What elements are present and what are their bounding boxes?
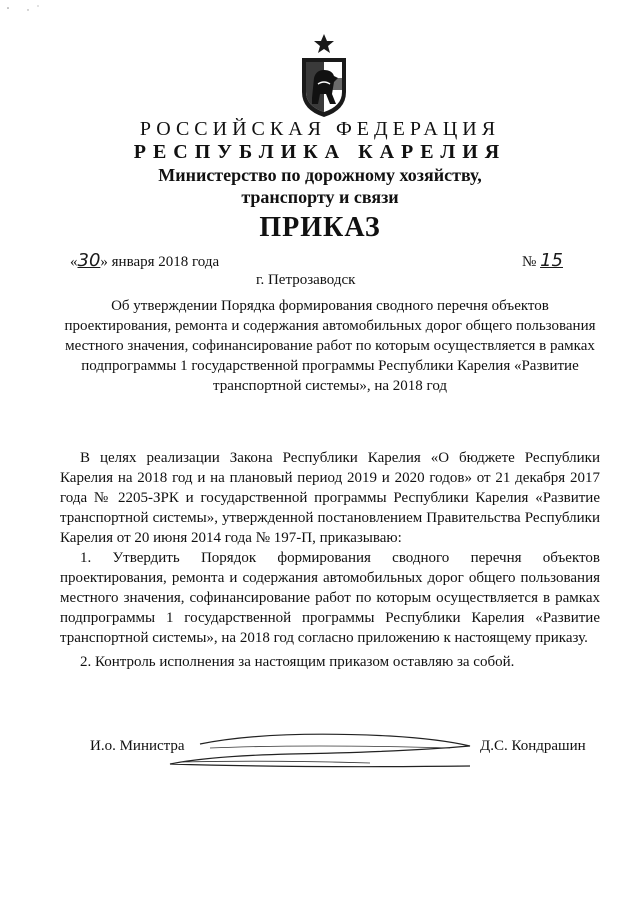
handwritten-signature [150, 726, 480, 776]
document-type: ПРИКАЗ [259, 212, 381, 243]
number-label: № [522, 254, 537, 270]
item-1-paragraph: 1. Утвердить Порядок формирования сводного перечня объектов проектирования, ремонта и содержания автомобильных дорог общего пользования местного значения, софинансирование работ по которым осуществляется в рамках подпрограммы 1 государственной программы Республики Карелия «Развитие транспортной системы», на 2018 год согласно приложению к настоящему приказу. [60, 550, 600, 646]
month-year: января 2018 года [111, 254, 220, 270]
coat-of-arms-icon [296, 34, 352, 118]
ministry-line-2: транспорту и связи [241, 187, 399, 207]
item-2-paragraph: 2. Контроль исполнения за настоящим приказом оставляю за собой. [80, 654, 515, 670]
ministry-line-1: Министерство по дорожному хозяйству, [158, 165, 482, 185]
city: г. Петрозаводск [256, 272, 356, 288]
handwritten-number: 15 [540, 250, 563, 271]
order-date [70, 250, 219, 271]
republic-name: РЕСПУБЛИКА КАРЕЛИЯ [133, 141, 507, 163]
ministry-name [0, 164, 640, 208]
order-number [522, 250, 563, 271]
quote-close: » [100, 254, 108, 270]
signatory-name: Д.С. Кондрашин [480, 738, 586, 754]
scan-artifact [0, 0, 60, 20]
order-subject: Об утверждении Порядка формирования сводного перечня объектов проектирования, ремонта и содержания автомобильных дорог общего пользования местного значения, софинансирование работ по которым осуществляется в рамках подпрограммы 1 государственной программы Республики Карелия «Развитие транспортной системы», на 2018 год [64, 298, 596, 394]
preamble-paragraph: В целях реализации Закона Республики Карелия «О бюджете Республики Карелия на 2018 год и на плановый период 2019 и 2020 годов» от 21 декабря 2017 года № 2205-ЗРК и государственной программы Республики Карелия «Развитие транспортной системы», утвержденной постановлением Правительства Республики Карелия от 20 июня 2014 года № 197-П, приказываю: [60, 450, 600, 546]
country-name: РОССИЙСКАЯ ФЕДЕРАЦИЯ [139, 118, 501, 140]
signatory-title: И.о. Министра [90, 738, 185, 754]
quote-open: « [70, 254, 78, 270]
handwritten-day: 30 [77, 250, 101, 271]
